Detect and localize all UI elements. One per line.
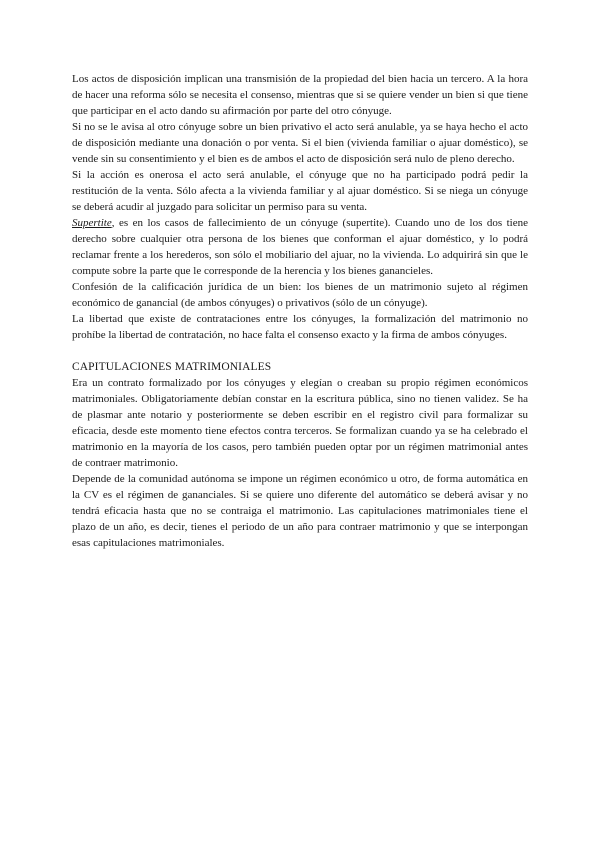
paragraph-supertite [72, 215, 528, 279]
section-heading: CAPITULACIONES MATRIMONIALES [72, 361, 272, 373]
paragraph-contrato: Era un contrato formalizado por los cónyuges y elegían o creaban su propio régimen económicos matrimoniales. Obligatoriamente debían constar en la escritura pública, sino no tienen validez. Se ha de plasmar ante notario y posteriormente se deben escribir en el registro civil para formalizar su eficacia, desde este momento tiene efectos contra terceros. Se formalizan cuando ya se ha celebrado el matrimonio en la mayoría de los casos, pero también pueden optar por un régimen matrimonial antes de contraer matrimonio. [72, 377, 528, 469]
section-spacer [72, 343, 528, 359]
term-supertite: Supertite [72, 217, 112, 229]
paragraph-bien-privativo: Si no se le avisa al otro cónyuge sobre un bien privativo el acto será anulable, ya se haya hecho el acto de disposición mediante una donación o por venta. Si el bien (vivienda familiar o ajuar doméstico), se vende sin su consentimiento y el bien es de ambos el acto de disposición será nulo de pleno derecho. [72, 121, 528, 165]
paragraph-comunidad-autonoma: Depende de la comunidad autónoma se impone un régimen económico u otro, de forma automática en la CV es el régimen de gananciales. Si se quiere uno diferente del automático se deberá avisar y no tendrá eficacia hasta que no se contraiga el matrimonio. Las capitulaciones matrimoniales tiene el plazo de un año, es decir, tienes el periodo de un año para contraer matrimonio y que se interpongan esas capitulaciones matrimoniales. [72, 473, 528, 549]
paragraph-confesion: Confesión de la calificación jurídica de un bien: los bienes de un matrimonio sujeto al régimen económico de ganancial (de ambos cónyuges) o privativos (sólo de un cónyuge). [72, 281, 528, 309]
paragraph-accion-onerosa: Si la acción es onerosa el acto será anulable, el cónyuge que no ha participado podrá pedir la restitución de la venta. Sólo afecta a la vivienda familiar y al ajuar doméstico. Si se niega un cónyuge se deberá acudir al juzgado para solicitar un permiso para su venta. [72, 169, 528, 213]
paragraph-supertite-text: , es en los casos de fallecimiento de un cónyuge (supertite). Cuando uno de los dos tiene derecho sobre cualquier otra persona de los bienes que conforman el ajuar doméstico, y lo podrá reclamar frente a los herederos, son sólo el mobiliario del ajuar, no la vivienda. Lo adquirirá sin que le compute sobre la parte que le corresponde de la herencia y los bienes ganancieles. [72, 217, 528, 277]
paragraph-libertad-contratacion: La libertad que existe de contrataciones entre los cónyuges, la formalización del matrimonio no prohíbe la libertad de contratación, no hace falta el consenso exacto y la firma de ambos cónyuges. [72, 313, 528, 341]
paragraph-actos-disposicion: Los actos de disposición implican una transmisión de la propiedad del bien hacia un tercero. A la hora de hacer una reforma sólo se necesita el consenso, mientras que si se quiere vender un bien si que tiene que participar en el acto dando su afirmación por parte del otro cónyuge. [72, 73, 528, 117]
document-body [72, 71, 528, 551]
